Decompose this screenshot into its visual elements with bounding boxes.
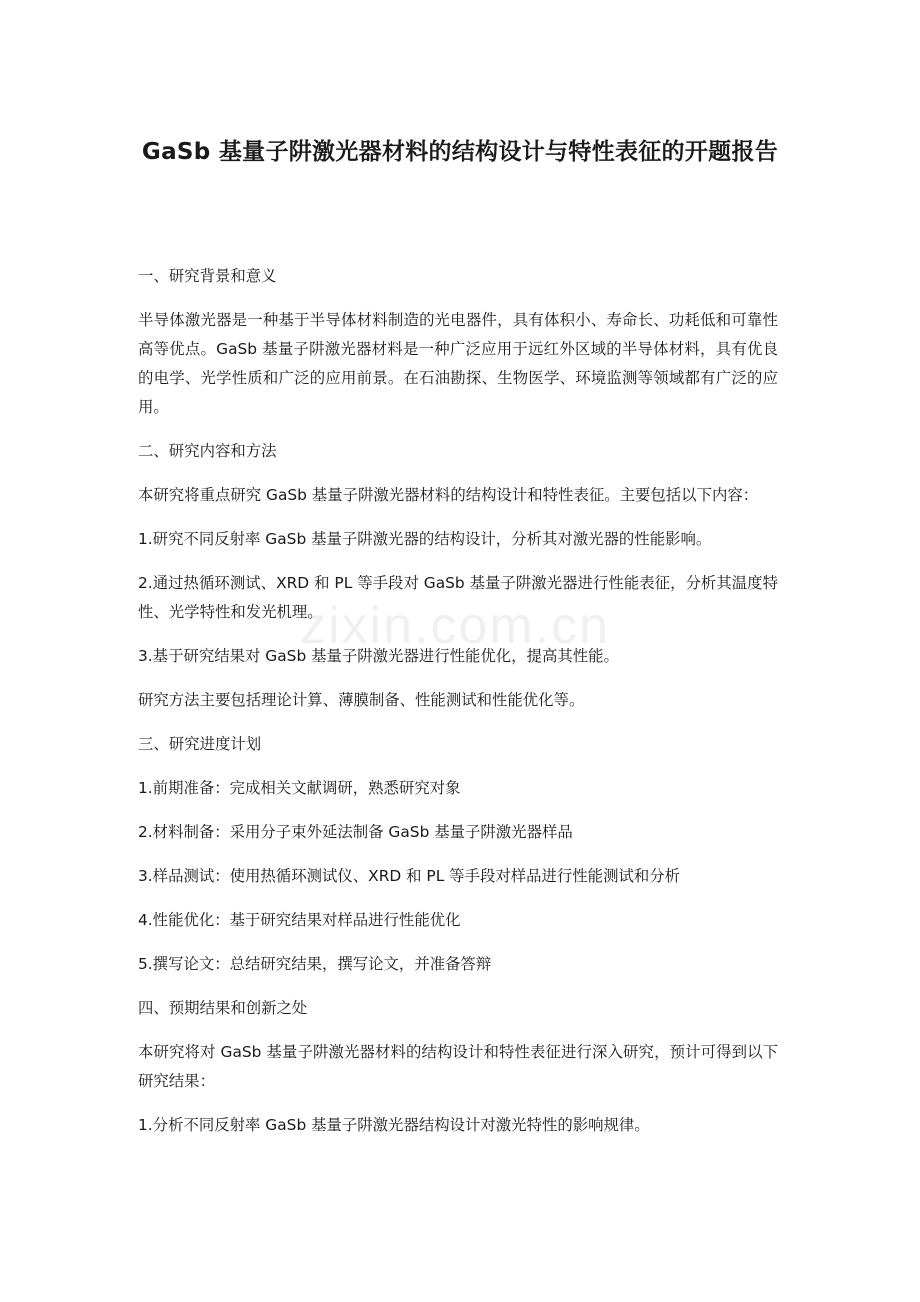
document-body xyxy=(138,262,778,1155)
section-heading-schedule: 三、研究进度计划 xyxy=(138,735,262,753)
section-heading-content-method: 二、研究内容和方法 xyxy=(138,442,277,460)
paragraph-background: 半导体激光器是一种基于半导体材料制造的光电器件，具有体积小、寿命长、功耗低和可靠性高等优点。GaSb 基量子阱激光器材料是一种广泛应用于远红外区域的半导体材料，具有优良的电学、光学性质和广泛的应用前景。在石油勘探、生物医学、环境监测等领域都有广泛的应用。 xyxy=(138,311,778,416)
document-title: GaSb 基量子阱激光器材料的结构设计与特性表征的开题报告 xyxy=(141,139,779,165)
list-item-schedule-4: 4.性能优化：基于研究结果对样品进行性能优化 xyxy=(138,911,461,929)
list-item-result-1: 1.分析不同反射率 GaSb 基量子阱激光器结构设计对激光特性的影响规律。 xyxy=(138,1116,650,1134)
list-item-schedule-1: 1.前期准备：完成相关文献调研，熟悉研究对象 xyxy=(138,779,461,797)
list-item-content-2: 2.通过热循环测试、XRD 和 PL 等手段对 GaSb 基量子阱激光器进行性能表征，分析其温度特性、光学特性和发光机理。 xyxy=(138,574,778,621)
section-heading-background: 一、研究背景和意义 xyxy=(138,267,277,285)
list-item-content-1: 1.研究不同反射率 GaSb 基量子阱激光器的结构设计，分析其对激光器的性能影响。 xyxy=(138,530,712,548)
watermark: zixin.com.cn xyxy=(300,597,611,655)
section-heading-expected-results: 四、预期结果和创新之处 xyxy=(138,999,308,1017)
list-item-schedule-3: 3.样品测试：使用热循环测试仪、XRD 和 PL 等手段对样品进行性能测试和分析 xyxy=(138,867,681,885)
paragraph-research-focus: 本研究将重点研究 GaSb 基量子阱激光器材料的结构设计和特性表征。主要包括以下内容： xyxy=(138,486,759,504)
paragraph-methods: 研究方法主要包括理论计算、薄膜制备、性能测试和性能优化等。 xyxy=(138,691,585,709)
paragraph-expected-results: 本研究将对 GaSb 基量子阱激光器材料的结构设计和特性表征进行深入研究，预计可得到以下研究结果： xyxy=(138,1043,778,1090)
list-item-schedule-2: 2.材料制备：采用分子束外延法制备 GaSb 基量子阱激光器样品 xyxy=(138,823,573,841)
list-item-schedule-5: 5.撰写论文：总结研究结果，撰写论文，并准备答辩 xyxy=(138,955,492,973)
list-item-content-3: 3.基于研究结果对 GaSb 基量子阱激光器进行性能优化，提高其性能。 xyxy=(138,647,619,665)
